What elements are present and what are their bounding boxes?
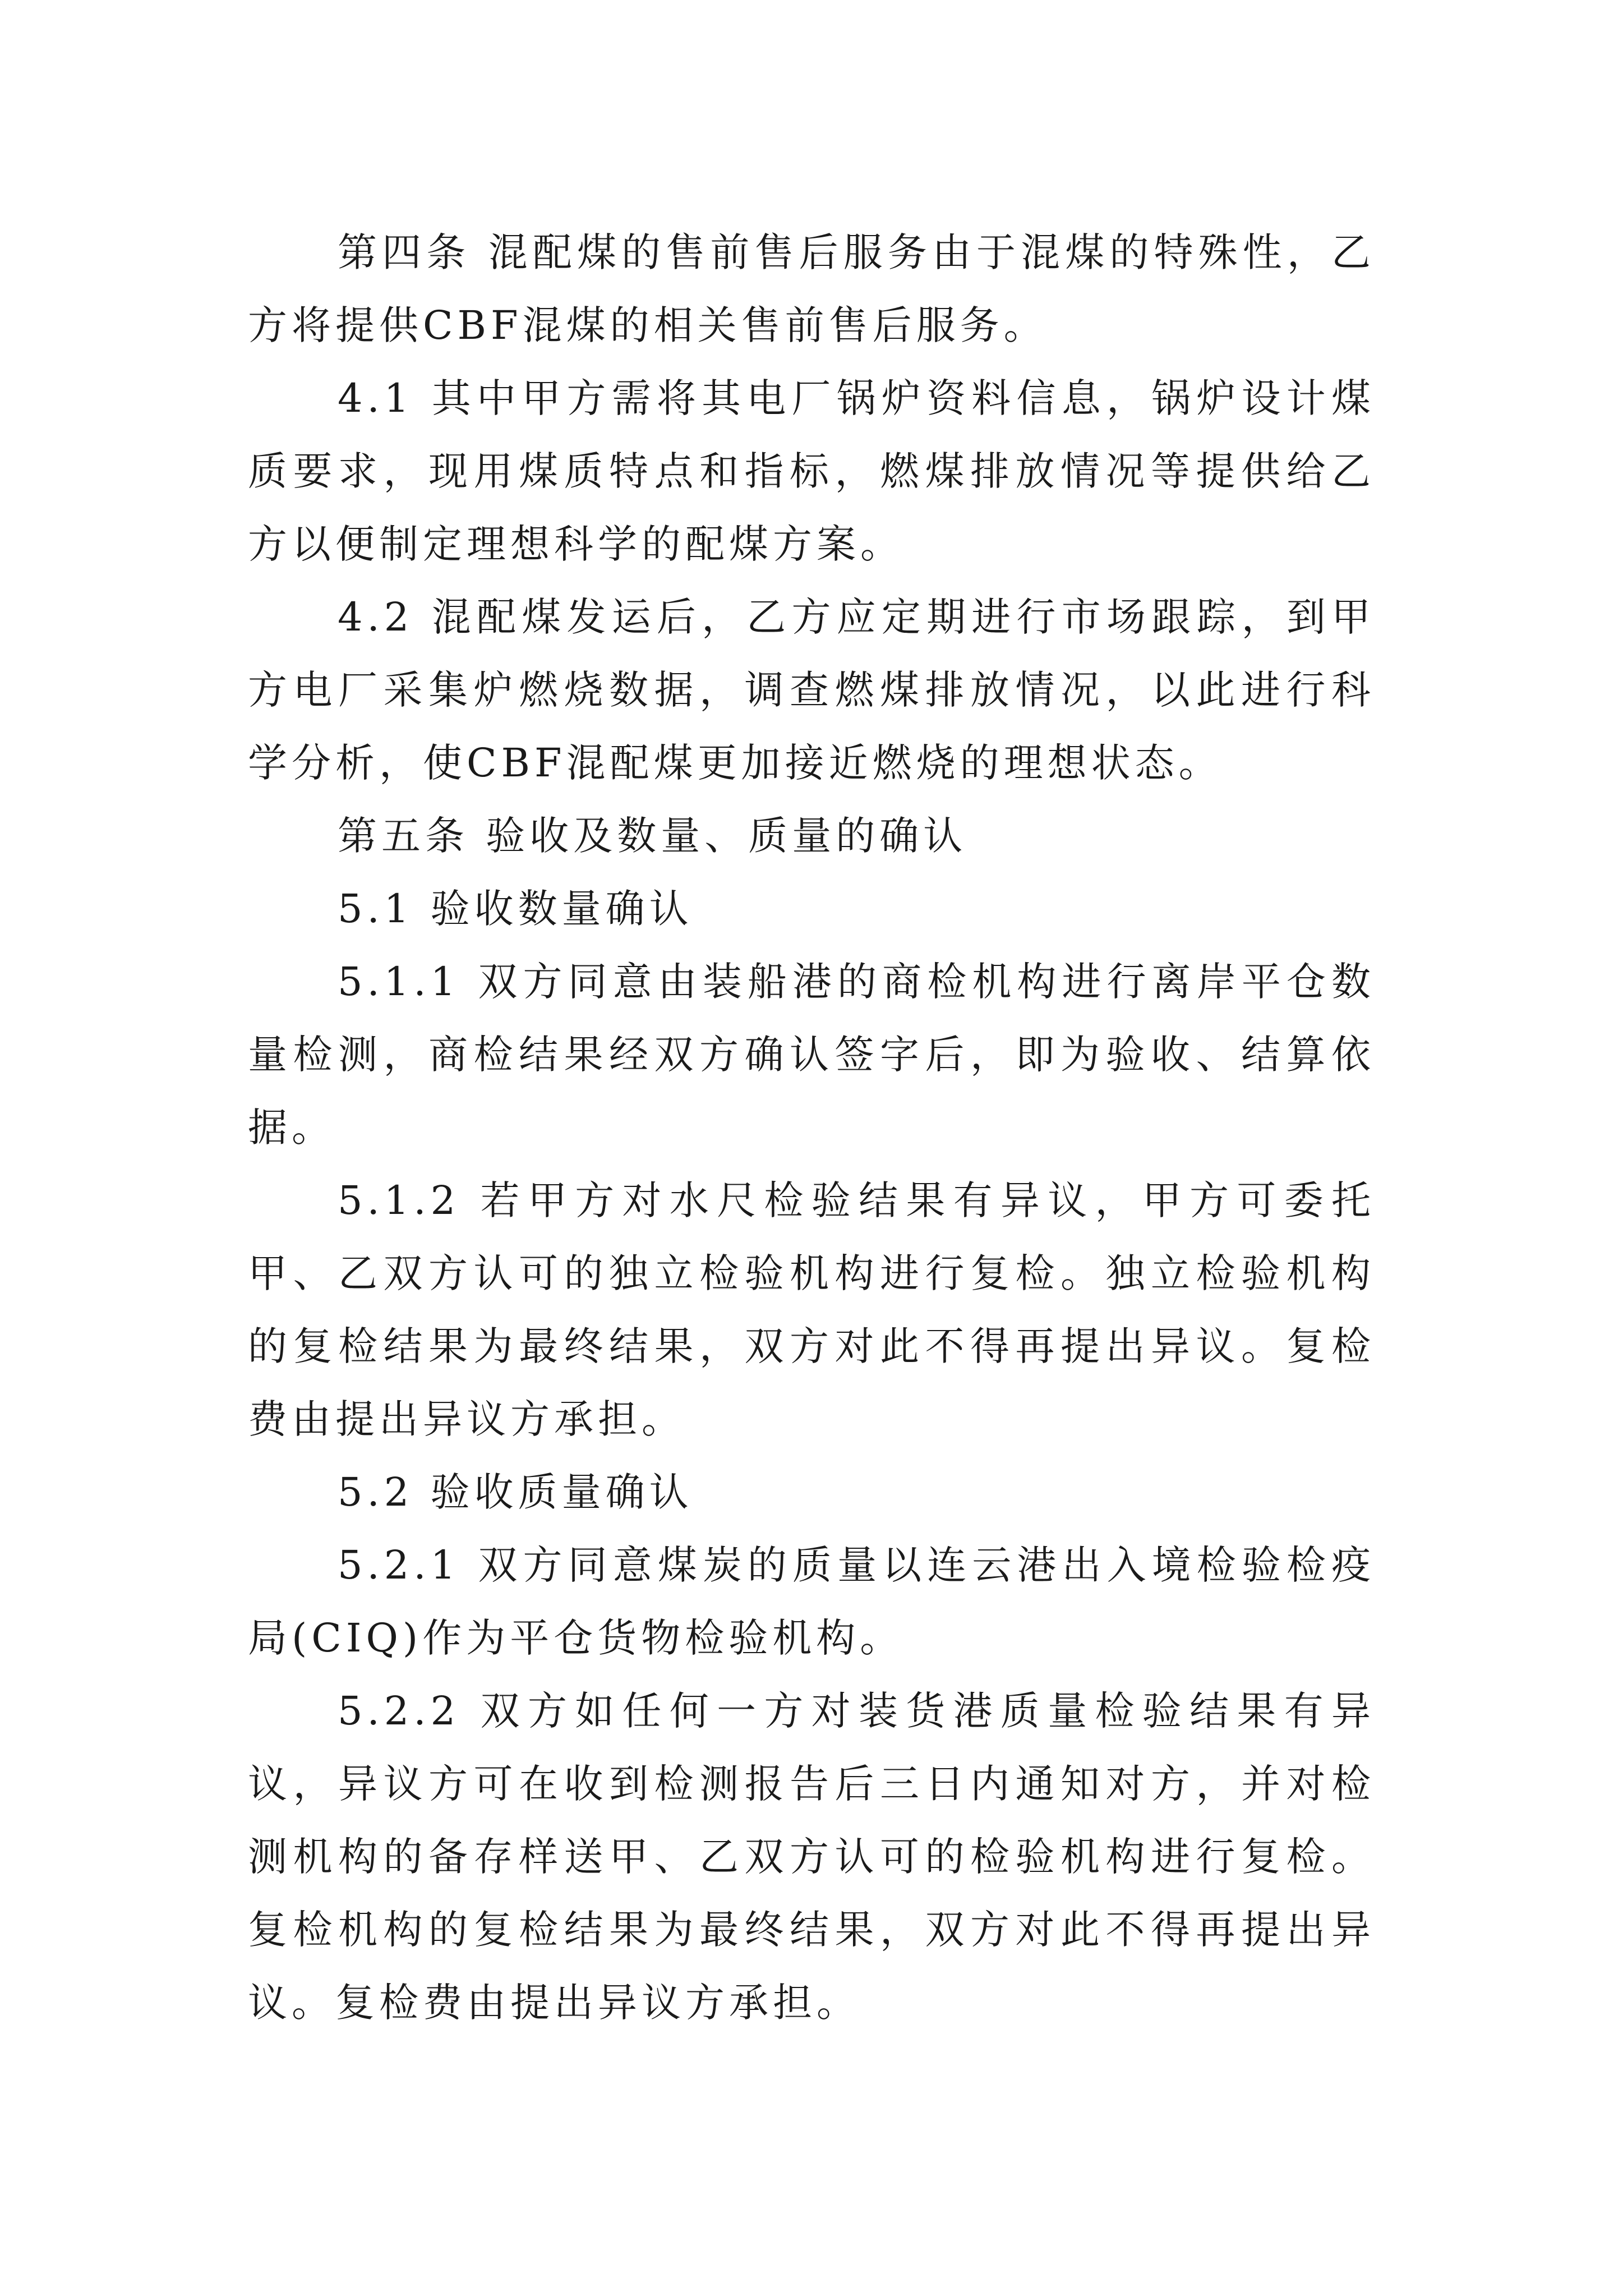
document-body <box>248 216 1375 2039</box>
paragraph-article-4: 第四条 混配煤的售前售后服务由于混煤的特殊性，乙方将提供CBF混煤的相关售前售后服务。 <box>248 229 1375 348</box>
paragraph-5-1-2: 5.1.2 若甲方对水尺检验结果有异议，甲方可委托甲、乙双方认可的独立检验机构进行复检。独立检验机构的复检结果为最终结果，双方对此不得再提出异议。复检费由提出异议方承担。 <box>248 1177 1375 1442</box>
paragraph-5-1: 5.1 验收数量确认 <box>338 886 693 932</box>
paragraph-5-2: 5.2 验收质量确认 <box>338 1469 693 1515</box>
paragraph-4-1: 4.1 其中甲方需将其电厂锅炉资料信息，锅炉设计煤质要求，现用煤质特点和指标，燃煤排放情况等提供给乙方以便制定理想科学的配煤方案。 <box>248 375 1375 567</box>
paragraph-5-1-1: 5.1.1 双方同意由装船港的商检机构进行离岸平仓数量检测，商检结果经双方确认签字后，即为验收、结算依据。 <box>248 959 1375 1151</box>
paragraph-4-2: 4.2 混配煤发运后，乙方应定期进行市场跟踪，到甲方电厂采集炉燃烧数据，调查燃煤排放情况，以此进行科学分析，使CBF混配煤更加接近燃烧的理想状态。 <box>248 594 1375 786</box>
paragraph-article-5: 第五条 验收及数量、质量的确认 <box>338 813 967 859</box>
paragraph-5-2-2: 5.2.2 双方如任何一方对装货港质量检验结果有异议，异议方可在收到检测报告后三日内通知对方，并对检测机构的备存样送甲、乙双方认可的检验机构进行复检。复检机构的复检结果为最终结果，双方对此不得再提出异议。复检费由提出异议方承担。 <box>248 1688 1375 2026</box>
paragraph-5-2-1: 5.2.1 双方同意煤炭的质量以连云港出入境检验检疫局(CIQ)作为平仓货物检验机构。 <box>248 1542 1375 1661</box>
